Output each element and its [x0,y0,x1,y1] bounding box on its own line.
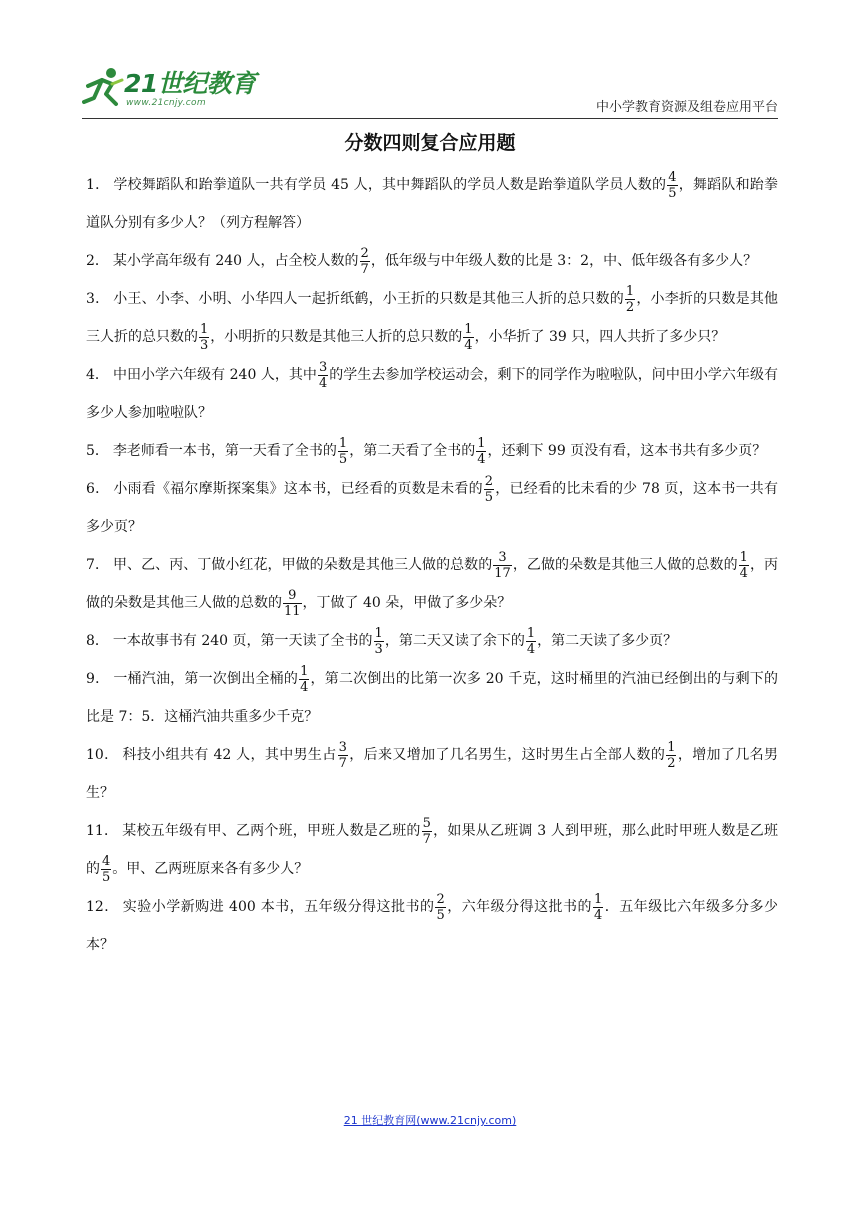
question-9: 9． 一桶汽油，第一次倒出全桶的 $\frac{1}{4}$ ，第二次倒出的比第一次多 20 千克，这时桶里的汽油已经倒出的与剩下的比是 7：5．这桶汽油共重多少千克？ [86,663,778,725]
fraction: $\frac{1}{3}$ [200,321,209,353]
runner-logo-icon [82,66,124,108]
question-8: 8． 一本故事书有 240 页，第一天读了全书的 $\frac{1}{3}$ ，第二天又读了余下的 $\frac{1}{4}$ ，第二天读了多少页？ [86,625,678,657]
fraction: $\frac{5}{7}$ [422,815,431,847]
question-6: 6． 小雨看《福尔摩斯探案集》这本书，已经看的页数是未看的 $\frac{2}{5}$ ，已经看的比未看的少 78 页，这本书一共有多少页？ [86,473,778,535]
question-3: 3． 小王、小李、小明、小华四人一起折纸鹤，小王折的只数是其他三人折的总只数的 $\frac{1}{2}$ ，小李折的只数是其他三人折的总只数的 $\frac{1}{3}$ ，小明折的只数是其他三人折的总只数的 $\frac{1}{4}$ ，小华折了 39 只，四人共折了多少只？ [86,283,779,353]
fraction: $\frac{4}{5}$ [668,169,677,201]
question-12: 12． 实验小学新购进 400 本书，五年级分得这批书的 $\frac{2}{5}$ ，六年级分得这批书的 $\frac{1}{4}$ ．五年级比六年级多分多少本？ [86,891,779,953]
fraction: $\frac{1}{4}$ [464,321,473,353]
fraction: $\frac{1}{2}$ [625,283,635,315]
platform-name: 中小学教育资源及组卷应用平台 [595,100,778,115]
logo-text: 21世纪教育 [124,69,256,98]
question-7: 7． 甲、乙、丙、丁做小红花，甲做的朵数是其他三人做的总数的 $\frac{3}{17}$ ，乙做的朵数是其他三人做的总数的 $\frac{1}{4}$ ，丙做的朵数是其他三人做的总数的 $\frac{9}{11}$ ，丁做了 40 朵，甲做了多少朵？ [86,549,778,619]
fraction: $\frac{2}{5}$ [436,891,445,923]
fraction: $\frac{1}{4}$ [526,625,536,657]
page-header [82,62,778,118]
fraction: $\frac{3}{4}$ [318,359,328,391]
fraction: $\frac{3}{17}$ [494,549,511,581]
question-list [86,166,778,964]
question-4: 4． 中田小学六年级有 240 人，其中 $\frac{3}{4}$ 的学生去参加学校运动会，剩下的同学作为啦啦队，问中田小学六年级有多少人参加啦啦队？ [86,359,778,421]
fraction: $\frac{2}{5}$ [484,473,494,505]
footer-link[interactable]: 21 世纪教育网(www.21cnjy.com) [343,1114,517,1127]
fraction: $\frac{1}{4}$ [594,891,603,923]
fraction: $\frac{1}{3}$ [374,625,383,657]
page-title: 分数四则复合应用题 [344,132,516,154]
question-10: 10． 科技小组共有 42 人，其中男生占 $\frac{3}{7}$ ，后来又增加了几名男生，这时男生占全部人数的 $\frac{1}{2}$ ，增加了几名男生？ [86,739,778,801]
fraction: $\frac{1}{4}$ [477,435,486,467]
fraction: $\frac{1}{4}$ [739,549,748,581]
fraction: $\frac{4}{5}$ [102,853,111,885]
question-1: 1． 学校舞蹈队和跆拳道队一共有学员 45 人，其中舞蹈队的学员人数是跆拳道队学员人数的 $\frac{4}{5}$ ，舞蹈队和跆拳道队分别有多少人？（列方程解答） [86,169,778,231]
question-2: 2． 某小学高年级有 240 人，占全校人数的 $\frac{2}{7}$ ，低年级与中年级人数的比是 3：2，中、低年级各有多少人？ [86,245,758,277]
fraction: $\frac{2}{7}$ [360,245,369,277]
fraction: $\frac{3}{7}$ [338,739,347,771]
fraction: $\frac{1}{5}$ [338,435,348,467]
question-5: 5． 李老师看一本书，第一天看了全书的 $\frac{1}{5}$ ，第二天看了全书的 $\frac{1}{4}$ ，还剩下 99 页没有看，这本书共有多少页？ [86,435,767,467]
question-11: 11． 某校五年级有甲、乙两个班，甲班人数是乙班的 $\frac{5}{7}$ ，如果从乙班调 3 人到甲班，那么此时甲班人数是乙班的 $\frac{4}{5}$ 。甲、乙两班原来各有多少人？ [86,815,778,885]
logo [82,62,262,118]
fraction: $\frac{1}{4}$ [300,663,309,695]
logo-url: www.21cnjy.com [126,98,206,108]
fraction: $\frac{1}{2}$ [667,739,676,771]
fraction: $\frac{9}{11}$ [284,587,301,619]
header-divider [82,118,778,119]
